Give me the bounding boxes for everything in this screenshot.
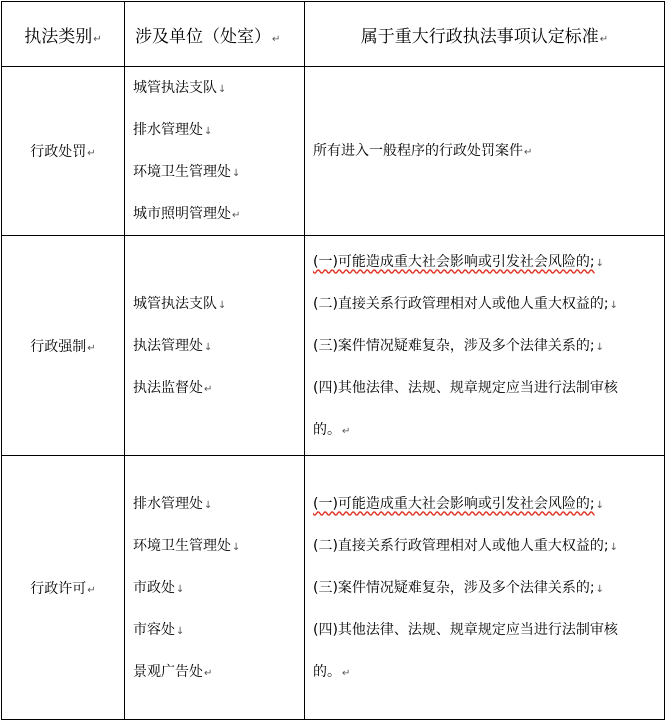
criteria-item: (四)其他法律、法规、规章规定应当进行法制审核 bbox=[313, 621, 618, 638]
unit-item: 环境卫生管理处↓ bbox=[133, 537, 241, 554]
criteria-cell bbox=[305, 236, 665, 456]
units-cell bbox=[125, 236, 305, 456]
units-cell bbox=[125, 67, 305, 236]
unit-item: 城市照明管理处↵ bbox=[133, 206, 241, 222]
type-cell: 行政强制↵ bbox=[2, 236, 125, 456]
unit-item: 排水管理处↓ bbox=[133, 495, 213, 512]
table-row bbox=[2, 456, 665, 720]
table-row bbox=[2, 67, 665, 236]
unit-item: 景观广告处↵ bbox=[133, 663, 213, 680]
table-row bbox=[2, 236, 665, 456]
criteria-item: (三)案件情况疑难复杂，涉及多个法律关系的;↓ bbox=[313, 337, 605, 354]
criteria-item: (三)案件情况疑难复杂，涉及多个法律关系的;↓ bbox=[313, 579, 605, 596]
unit-item: 执法管理处↓ bbox=[133, 337, 213, 354]
unit-item: 环境卫生管理处↓ bbox=[133, 164, 241, 180]
header-units: 涉及单位（处室）↵ bbox=[125, 2, 305, 67]
criteria-item: 的。↵ bbox=[313, 663, 351, 680]
header-type: 执法类别↵ bbox=[2, 2, 125, 67]
table-header-row bbox=[2, 2, 665, 67]
criteria-item: (四)其他法律、法规、规章规定应当进行法制审核 bbox=[313, 379, 618, 396]
type-cell: 行政处罚↵ bbox=[2, 67, 125, 236]
criteria-item: (二)直接关系行政管理相对人或他人重大权益的;↓ bbox=[313, 295, 619, 312]
type-cell: 行政许可↵ bbox=[2, 456, 125, 720]
criteria-text: 所有进入一般程序的行政处罚案件↵ bbox=[313, 143, 533, 159]
units-cell bbox=[125, 456, 305, 720]
unit-item: 市政处↓ bbox=[133, 579, 185, 596]
enforcement-table bbox=[1, 1, 665, 720]
unit-item: 执法监督处↵ bbox=[133, 379, 213, 396]
criteria-item: (一)可能造成重大社会影响或引发社会风险的;↓ bbox=[313, 253, 605, 270]
unit-item: 排水管理处↓ bbox=[133, 122, 213, 138]
criteria-cell bbox=[305, 456, 665, 720]
unit-item: 市容处↓ bbox=[133, 621, 185, 638]
criteria-cell bbox=[305, 67, 665, 236]
criteria-item: (一)可能造成重大社会影响或引发社会风险的;↓ bbox=[313, 495, 605, 512]
criteria-item: 的。↵ bbox=[313, 421, 351, 438]
header-criteria: 属于重大行政执法事项认定标准↵ bbox=[305, 2, 665, 67]
unit-item: 城管执法支队↓ bbox=[133, 295, 227, 312]
unit-item: 城管执法支队↓ bbox=[133, 80, 227, 96]
criteria-item: (二)直接关系行政管理相对人或他人重大权益的;↓ bbox=[313, 537, 619, 554]
